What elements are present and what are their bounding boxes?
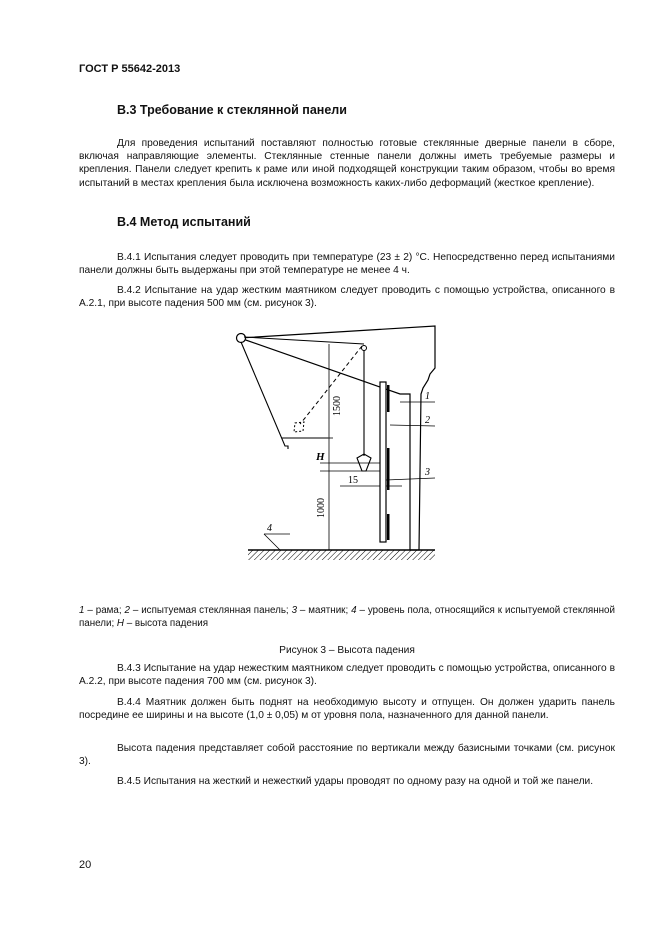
callout-2: 2 [425, 415, 430, 426]
section-b3-text: Для проведения испытаний поставляют полностью готовые стеклянные дверные панели в сборе, включая направляющие элементы. Стеклянные стенные панели должны иметь требуемые размеры и крепления. Панели следует крепить к раме или иной подходящей конструкции таким образом, чтобы во время испытаний в местах крепления была исключена возможность каких-либо деформаций (жесткое крепление). [79, 138, 615, 189]
document-header: ГОСТ Р 55642-2013 [79, 63, 181, 75]
section-b3-title: В.3 Требование к стеклянной панели [117, 103, 347, 117]
figure-caption: Рисунок 3 – Высота падения [279, 645, 415, 656]
glass-panel [380, 382, 386, 542]
dim-label-1000: 1000 [316, 498, 327, 518]
dim-label-15: 15 [348, 475, 358, 486]
paragraph-b4-1: В.4.1 Испытания следует проводить при температуре (23 ± 2) °С. Непосредственно перед испытаниями панели должны быть выдержаны при этой температуре не менее 4 ч. [79, 252, 615, 277]
figure-legend: 1 – рама; 2 – испытуемая стеклянная панель; 3 – маятник; 4 – уровень пола, относящийся к испытуемой стеклянной панели; H – высота падения [79, 605, 615, 630]
callout-3: 3 [425, 467, 430, 478]
raised-pendulum-arm [241, 342, 288, 449]
pendulum-bob [357, 454, 371, 471]
callout-4: 4 [267, 523, 272, 534]
callout-1: 1 [425, 391, 430, 402]
hanging-pivot [362, 346, 367, 351]
raised-pendulum-bob [294, 422, 304, 432]
section-b4-title: В.4 Метод испытаний [117, 215, 251, 229]
figure-drop-height-diagram [230, 318, 440, 576]
dim-label-1500: 1500 [332, 396, 343, 416]
page-number: 20 [79, 859, 92, 871]
paragraph-b4-2: В.4.2 Испытание на удар жестким маятником следует проводить с помощью устройства, описанного в А.2.1, при высоте падения 500 мм (см. рисунок 3). [79, 285, 615, 310]
paragraph-drop-height-definition: Высота падения представляет собой расстояние по вертикали между базисными точками (см. рисунок 3). [79, 743, 615, 768]
support-line [244, 337, 364, 344]
paragraph-b4-3: В.4.3 Испытание на удар нежестким маятником следует проводить с помощью устройства, описанного в А.2.2, при высоте падения 700 мм (см. рисунок 3). [79, 663, 615, 688]
paragraph-b4-5: В.4.5 Испытания на жесткий и нежесткий удары проводят по одному разу на одной и той же панели. [117, 776, 594, 787]
paragraph-b4-4: В.4.4 Маятник должен быть поднят на необходимую высоту и отпущен. Он должен ударить панель посредине ее ширины и на высоте (1,0 ± 0,05) м от уровня пола, назначенного для данной панели. [79, 697, 615, 722]
floor-hatching [248, 550, 435, 560]
label-h: H [316, 451, 325, 463]
dashed-trajectory [300, 346, 362, 424]
frame-outline [240, 326, 435, 550]
pivot-circle [237, 334, 246, 343]
